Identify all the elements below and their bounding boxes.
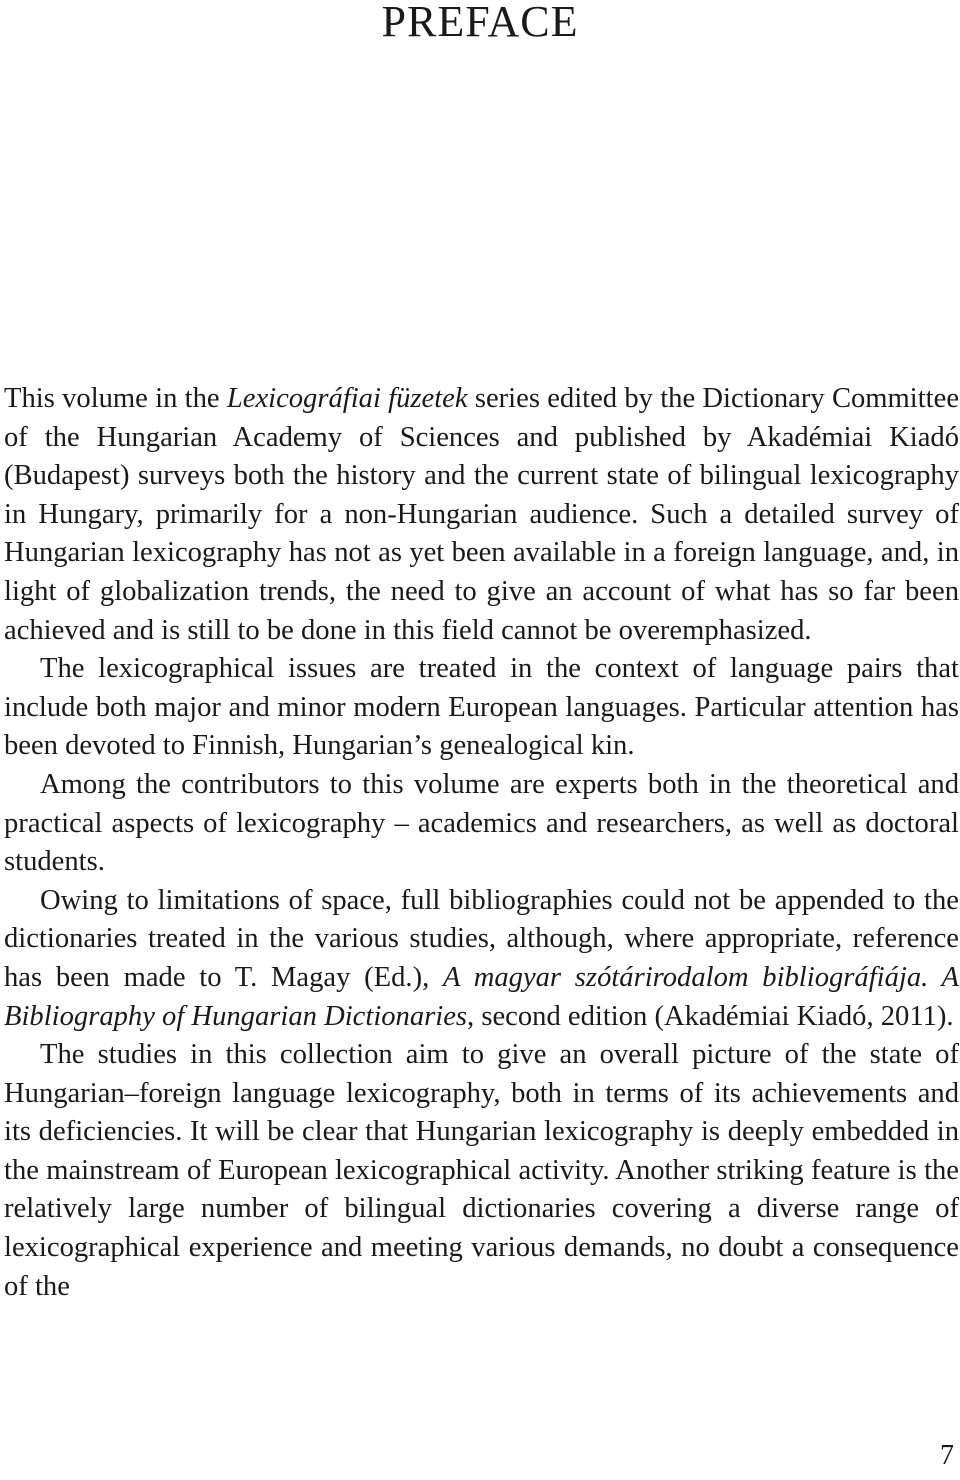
paragraph-1-text-a: This volume in the <box>4 383 227 414</box>
paragraph-4-text-c: , second edition (Akadémiai Kiadó, 2011). <box>467 1000 954 1032</box>
bibliography-title: A magyar szótárirodalom bibliográfiája. A Bibliography of Hungarian Dictionaries <box>4 961 959 1032</box>
paragraph-4 <box>4 882 959 1036</box>
paragraph-2: The lexicographical issues are treated in the context of language pairs that include both major and minor modern European languages. Particular attention has been devoted to Finnish, Hungarian’s genealogical kin. <box>4 653 959 762</box>
paragraph-1-text-c: series edited by the Dictionary Committee of the Hungarian Academy of Sciences and published by Akadémiai Kiadó (Budapest) surveys both the history and the current state of bilingual lexicography in Hungary, primarily for a non-Hungarian audience. Such a detailed survey of Hungarian lexicography has not as yet been available in a foreign language, and, in light of globalization trends, the need to give an account of what has so far been achieved and is still to be done in this field cannot be overemphasized. <box>4 383 960 646</box>
paragraph-3: Among the contributors to this volume are experts both in the theoretical and practical aspects of lexicography – academics and researchers, as well as doctoral students. <box>4 768 959 878</box>
series-title: Lexicográfiai füzetek <box>226 383 468 414</box>
paragraph-4-text-a: Owing to limitations of space, full bibliographies could not be appended to the dictionaries treated in the various studies, although, where appropriate, reference has been made to T. Magay (Ed.), <box>4 884 959 993</box>
preface-body <box>4 380 959 1306</box>
paragraph-5: The studies in this collection aim to give an overall picture of the state of Hungarian–foreign language lexicography, both in terms of its achievements and its deficiencies. It will be clear that Hungarian lexicography is deeply embedded in the mainstream of European lexicographical activity. Another striking feature is the relatively large number of bilingual dictionaries covering a diverse range of lexicographical experience and meeting various demands, no doubt a consequence of the <box>4 1039 959 1302</box>
page-title: PREFACE <box>381 0 579 46</box>
page-number: 7 <box>940 1440 954 1471</box>
paragraph-1 <box>4 380 959 650</box>
